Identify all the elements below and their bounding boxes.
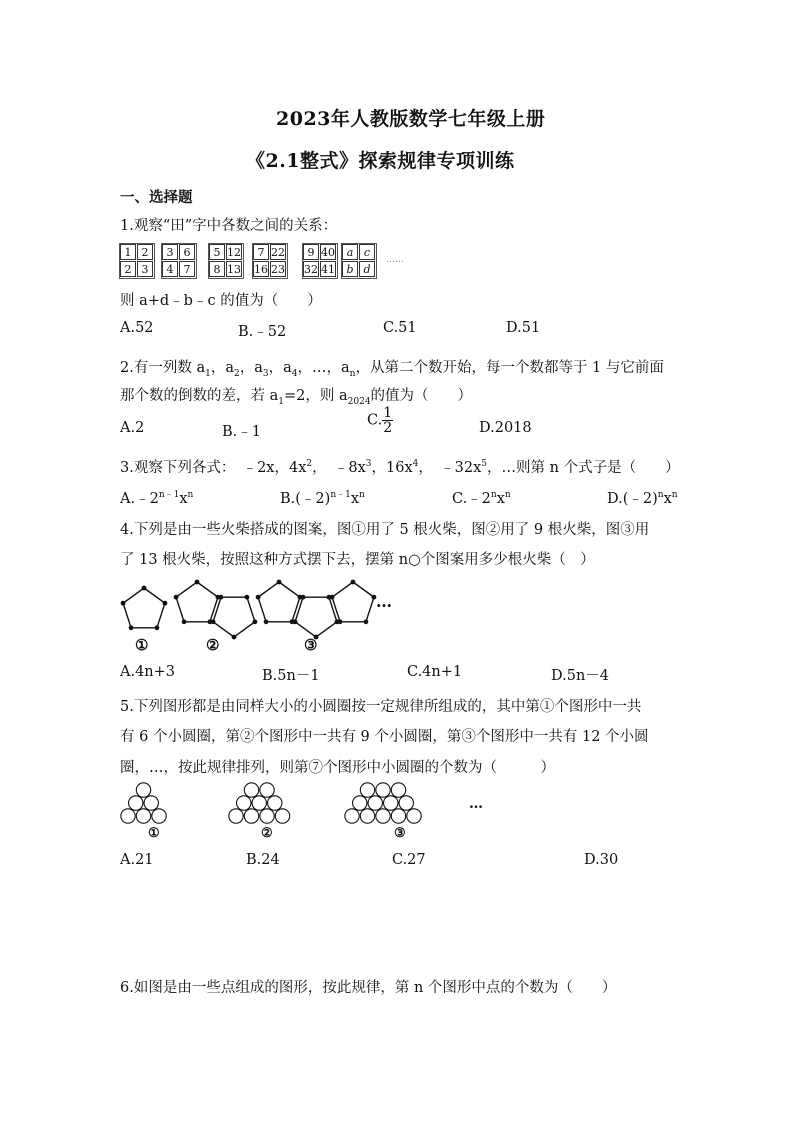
small-circle — [360, 809, 374, 823]
q1-option-d[interactable]: D.51 — [506, 320, 541, 336]
q5-label-1: ① — [148, 826, 160, 841]
q1-question: 则 a+d﹣b﹣c 的值为（ ） — [120, 293, 322, 309]
small-circle — [368, 796, 382, 810]
q1-grid-cell: 2 — [137, 244, 153, 260]
q1-grid-box — [161, 243, 197, 279]
q1-grid-cell: 5 — [209, 244, 225, 260]
small-circle — [384, 796, 398, 810]
q1-stem: 1.观察“田”字中各数之间的关系： — [120, 218, 338, 234]
small-circle — [229, 809, 243, 823]
small-circle — [345, 809, 359, 823]
match-joint-dot — [211, 619, 216, 624]
match-joint-dot — [174, 595, 179, 600]
q6-stem: 6.如图是由一些点组成的图形，按此规律，第 n 个图形中点的个数为（ ） — [120, 980, 617, 996]
q1-grid-cell: 23 — [271, 263, 285, 276]
pentagon-shape — [332, 582, 374, 622]
match-joint-dot — [301, 595, 306, 600]
q1-ellipsis: …… — [386, 255, 404, 265]
q5-line2: 有 6 个小圆圈，第②个图形中一共有 9 个小圆圈，第③个图形中一共有 12 个小圆 — [120, 729, 649, 745]
match-joint-dot — [163, 601, 168, 606]
small-circle — [260, 783, 274, 797]
q1-option-c[interactable]: C.51 — [383, 320, 417, 336]
q4-label-3: ③ — [304, 636, 318, 654]
match-joint-dot — [277, 580, 282, 585]
q4-figure-pentagons — [110, 574, 410, 644]
small-circle — [407, 809, 421, 823]
small-circle — [244, 783, 258, 797]
q1-grid-cell: 8 — [209, 261, 225, 277]
q3-option-b[interactable]: $B.(﹣2)^{n﹣1}x^n$ — [280, 490, 365, 507]
q1-grid-box — [119, 243, 155, 279]
match-joint-dot — [330, 595, 335, 600]
q1-grid-cell: 16 — [254, 263, 268, 276]
q5-option-b[interactable]: B.24 — [246, 852, 280, 868]
q2-option-a[interactable]: A.2 — [120, 420, 145, 436]
small-circle — [260, 809, 274, 823]
q4-option-b[interactable]: B.5n－1 — [262, 668, 320, 684]
small-circle — [376, 809, 390, 823]
pentagon-shape — [258, 582, 300, 622]
match-joint-dot — [256, 595, 261, 600]
small-circle — [144, 796, 158, 810]
q4-line2: 了 13 根火柴，按照这种方式摆下去，摆第 n○个图案用多少根火柴（ ） — [120, 552, 595, 568]
q5-option-a[interactable]: A.21 — [120, 852, 154, 868]
q1-grid-cell: 13 — [227, 263, 241, 276]
q1-grid-cell: 22 — [271, 246, 285, 259]
small-circle — [136, 809, 150, 823]
match-joint-dot — [182, 619, 187, 624]
q4-option-a[interactable]: A.4n+3 — [120, 664, 176, 680]
q5-ellipsis: … — [469, 796, 483, 812]
q1-option-b[interactable]: B.﹣52 — [238, 324, 287, 340]
small-circle — [391, 783, 405, 797]
q4-label-1: ① — [135, 636, 149, 654]
match-joint-dot — [142, 586, 147, 591]
match-joint-dot — [232, 635, 237, 640]
q2-option-b[interactable]: B.﹣1 — [222, 424, 261, 440]
match-joint-dot — [155, 625, 160, 630]
small-circle — [268, 796, 282, 810]
match-joint-dot — [245, 595, 250, 600]
q5-line3: 圈，…，按此规律排列，则第⑦个图形中小圆圈的个数为（ ） — [120, 760, 555, 776]
small-circle — [353, 796, 367, 810]
q1-grid-box — [208, 243, 244, 279]
q1-grid-box — [341, 243, 377, 279]
q1-grid-cell: 32 — [304, 263, 318, 276]
match-joint-dot — [219, 595, 224, 600]
q5-label-2: ② — [261, 826, 273, 841]
q1-grid-cell: 2 — [120, 261, 136, 277]
page-subtitle: 《2.1整式》探索规律专项训练 — [246, 150, 515, 172]
q3-option-a[interactable]: $A.﹣2^{n﹣1}x^n$ — [120, 490, 194, 507]
q5-option-d[interactable]: D.30 — [584, 852, 619, 868]
page-title: 2023年人教版数学七年级上册 — [276, 108, 546, 130]
q4-option-c[interactable]: C.4n+1 — [407, 664, 463, 680]
small-circle — [136, 783, 150, 797]
small-circle — [152, 809, 166, 823]
pentagon-shape — [123, 588, 165, 628]
q5-line1: 5.下列图形都是由同样大小的小圆圈按一定规律所组成的，其中第①个图形中一共 — [120, 699, 642, 715]
q5-figure-circles — [112, 780, 472, 830]
small-circle — [275, 809, 289, 823]
q3-stem: 3.观察下列各式： ﹣2x，$4x^2$， $﹣8x^3$，$16x^4$， $﹣32x^5$，…则第 n 个式子是（ ） — [120, 459, 680, 476]
q1-grid-cell: 7 — [253, 244, 269, 260]
match-joint-dot — [264, 619, 269, 624]
q4-ellipsis: … — [376, 592, 392, 611]
q1-grid-cell: b — [342, 261, 358, 277]
small-circle — [391, 809, 405, 823]
q4-line1: 4.下列是由一些火柴搭成的图案，图①用了 5 根火柴，图②用了 9 根火柴，图③用 — [120, 522, 650, 538]
q5-option-c[interactable]: C.27 — [392, 852, 426, 868]
q1-grid-cell: 6 — [179, 244, 195, 260]
q1-grid-cell: 3 — [162, 244, 178, 260]
q4-label-2: ② — [206, 636, 220, 654]
match-joint-dot — [364, 619, 369, 624]
pentagon-shape — [213, 597, 255, 637]
q1-grid-cell: 9 — [303, 244, 319, 260]
q1-grid-cell: 4 — [162, 261, 178, 277]
q1-grid-cell: 12 — [227, 246, 241, 259]
match-joint-dot — [253, 619, 258, 624]
q1-grid-box — [252, 243, 288, 279]
q2-option-d[interactable]: D.2018 — [479, 420, 532, 436]
small-circle — [360, 783, 374, 797]
small-circle — [244, 809, 258, 823]
q1-grid-cell: 41 — [321, 263, 335, 276]
q2-line1: 2.有一列数 $a_1$，$a_2$，$a_3$，$a_4$，…，$a_n$，从第二个数开始，每一个数都等于 1 与它前面 — [120, 360, 664, 379]
q1-grid-cell: 1 — [120, 244, 136, 260]
q5-label-3: ③ — [394, 826, 406, 841]
q1-grid-cell: 40 — [321, 246, 335, 259]
q1-grid-cell: a — [342, 244, 358, 260]
small-circle — [129, 796, 143, 810]
small-circle — [376, 783, 390, 797]
q1-grid-cell: 7 — [179, 261, 195, 277]
small-circle — [237, 796, 251, 810]
small-circle — [252, 796, 266, 810]
q1-option-a[interactable]: A.52 — [120, 320, 154, 336]
match-joint-dot — [338, 619, 343, 624]
small-circle — [399, 796, 413, 810]
q2-line2: 那个数的倒数的差，若 $a_1=2$，则 $a_{2024}$的值为（ ） — [120, 388, 473, 407]
q3-option-d[interactable]: $D.(﹣2)^nx^n$ — [607, 490, 678, 507]
match-joint-dot — [121, 601, 126, 606]
match-joint-dot — [129, 625, 134, 630]
match-joint-dot — [351, 580, 356, 585]
q2-option-c[interactable]: C. $\frac{1}{2}$ — [367, 405, 393, 436]
q1-grid-cell: c — [359, 244, 375, 260]
small-circle — [121, 809, 135, 823]
q1-grid-box — [302, 243, 338, 279]
section-heading: 一、选择题 — [120, 189, 193, 206]
q3-option-c[interactable]: $C.﹣2^nx^n$ — [452, 490, 511, 507]
q1-grid-cell: 3 — [137, 261, 153, 277]
match-joint-dot — [195, 580, 200, 585]
q4-option-d[interactable]: D.5n－4 — [551, 668, 610, 684]
q1-grid-cell: d — [359, 261, 375, 277]
match-joint-dot — [293, 619, 298, 624]
pentagon-shape — [295, 597, 337, 637]
pentagon-shape — [176, 582, 218, 622]
